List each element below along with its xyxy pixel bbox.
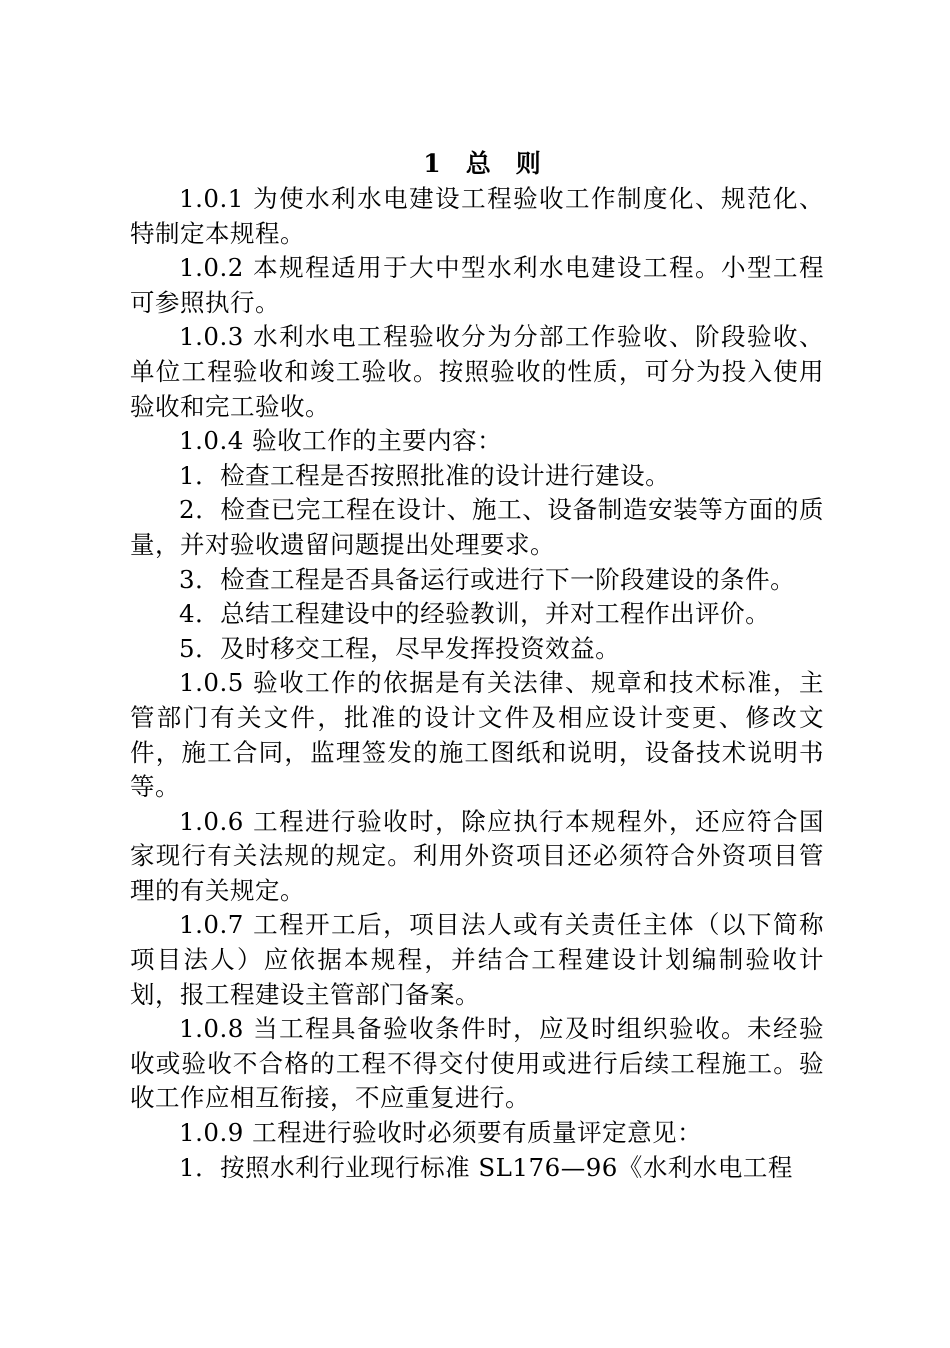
list-item-1-quality: 1．按照水利行业现行标准 SL176—96《水利水电工程 xyxy=(179,1152,793,1182)
paragraph-1-0-6: 1.0.6 工程进行验收时，除应执行本规程外，还应符合国家现行有关法规的规定。利用外资项目还必须符合外资项目管理的有关规定。 xyxy=(130,806,824,905)
list-item-5: 5．及时移交工程，尽早发挥投资效益。 xyxy=(179,633,621,663)
paragraph-1-0-3: 1.0.3 水利水电工程验收分为分部工作验收、阶段验收、单位工程验收和竣工验收。按照验收的性质，可分为投入使用验收和完工验收。 xyxy=(130,322,824,421)
paragraph-1-0-1: 1.0.1 为使水利水电建设工程验收工作制度化、规范化、特制定本规程。 xyxy=(130,184,824,248)
paragraph-1-0-5: 1.0.5 验收工作的依据是有关法律、规章和技术标准，主管部门有关文件，批准的设计文件及相应设计变更、修改文件，施工合同，监理签发的施工图纸和说明，设备技术说明书等。 xyxy=(130,668,824,802)
chapter-title: 1 总 则 xyxy=(423,149,541,178)
paragraph-1-0-9: 1.0.9 工程进行验收时必须要有质量评定意见： xyxy=(179,1118,703,1148)
paragraph-1-0-4: 1.0.4 验收工作的主要内容： xyxy=(179,426,503,456)
paragraph-1-0-8: 1.0.8 当工程具备验收条件时，应及时组织验收。未经验收或验收不合格的工程不得交付使用或进行后续工程施工。验收工作应相互衔接，不应重复进行。 xyxy=(130,1014,824,1113)
list-item-4: 4．总结工程建设中的经验教训，并对工程作出评价。 xyxy=(179,599,771,629)
list-item-2: 2．检查已完工程在设计、施工、设备制造安装等方面的质量，并对验收遗留问题提出处理要求。 xyxy=(130,495,824,559)
paragraph-1-0-7: 1.0.7 工程开工后，项目法人或有关责任主体（以下简称项目法人）应依据本规程，并结合工程建设计划编制验收计划，报工程建设主管部门备案。 xyxy=(130,910,824,1009)
document-body xyxy=(130,146,824,1185)
paragraph-1-0-2: 1.0.2 本规程适用于大中型水利水电建设工程。小型工程可参照执行。 xyxy=(130,253,824,317)
list-item-1: 1．检查工程是否按照批准的设计进行建设。 xyxy=(179,460,671,490)
list-item-3: 3．检查工程是否具备运行或进行下一阶段建设的条件。 xyxy=(179,564,796,594)
